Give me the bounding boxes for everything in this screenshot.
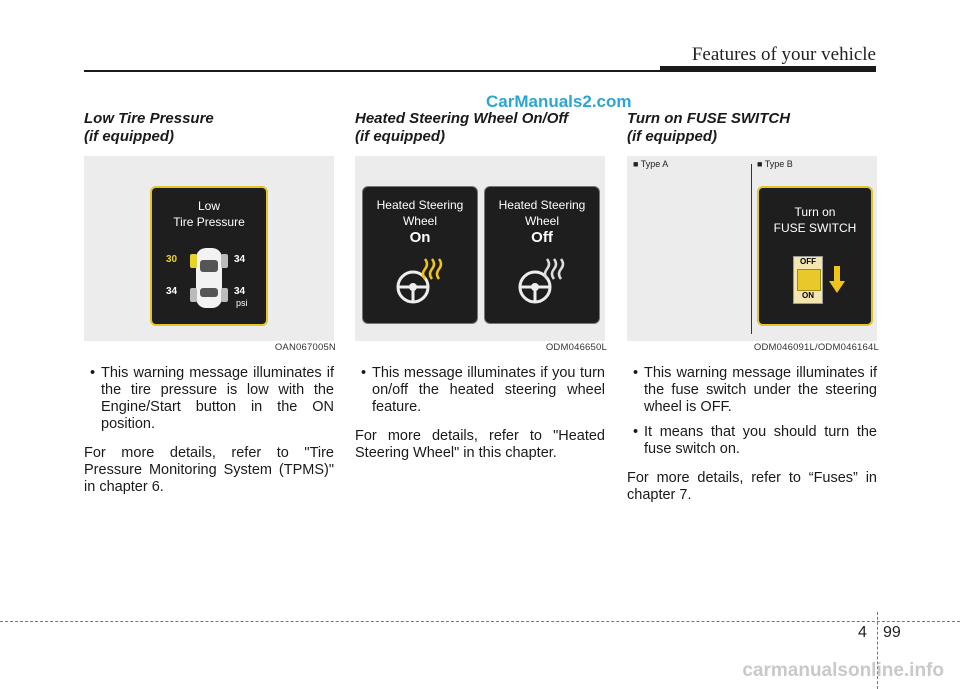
section-body bbox=[355, 365, 605, 462]
switch-off-label: OFF bbox=[800, 257, 816, 266]
screen-title-line1: Heated Steering bbox=[376, 198, 464, 212]
screen-title bbox=[485, 197, 599, 229]
fuse-message-line1: Turn on bbox=[794, 205, 836, 219]
section-title-line1: Heated Steering Wheel On/Off bbox=[355, 110, 569, 127]
footer-rule bbox=[0, 621, 960, 622]
screen-title-line2: Wheel bbox=[402, 214, 437, 228]
tpms-front-right: 34 bbox=[234, 254, 246, 265]
section-fuse-switch bbox=[627, 110, 879, 503]
section-heated-steering-wheel bbox=[355, 110, 607, 461]
fuse-screen-message bbox=[759, 204, 871, 236]
switch-toggle bbox=[797, 269, 821, 291]
section-body bbox=[84, 365, 334, 496]
section-title-line2: (if equipped) bbox=[355, 128, 445, 145]
header-title: Features of your vehicle bbox=[691, 44, 876, 65]
section-body bbox=[627, 365, 877, 504]
section-title-line2: (if equipped) bbox=[627, 128, 717, 145]
type-b-label: ■ Type B bbox=[757, 159, 793, 169]
section-title bbox=[84, 110, 336, 146]
reference-paragraph: For more details, refer to "Tire Pressure Monitoring System (TPMS)" in chapter 6. bbox=[84, 445, 334, 495]
tpms-front-left: 30 bbox=[166, 254, 178, 265]
reference-paragraph: For more details, refer to "Heated Steering Wheel" in this chapter. bbox=[355, 428, 605, 461]
tpms-rear-left: 34 bbox=[166, 286, 178, 297]
figure-code: ODM046091L/ODM046164L bbox=[753, 342, 879, 353]
tpms-screen-title bbox=[152, 198, 266, 230]
fuse-message-line2: FUSE SWITCH bbox=[773, 221, 857, 235]
fuse-switch-screen bbox=[757, 186, 873, 326]
type-a-label: ■ Type A bbox=[633, 159, 669, 169]
heated-steering-figure bbox=[355, 156, 605, 341]
bullet-item: • This message illuminates if you turn on/off the heated steering wheel feature. bbox=[355, 365, 605, 416]
header-rule-thick bbox=[660, 66, 876, 72]
heated-steering-wheel-icon bbox=[395, 255, 447, 307]
section-low-tire-pressure bbox=[84, 110, 336, 495]
tpms-rear-right: 34 bbox=[234, 286, 246, 297]
figure-code: OAN067005N bbox=[274, 342, 336, 353]
section-title-line1: Turn on FUSE SWITCH bbox=[627, 110, 791, 127]
car-top-view-icon bbox=[190, 246, 228, 310]
watermark-top: CarManuals2.com bbox=[486, 92, 632, 111]
switch-on-label: ON bbox=[802, 291, 814, 300]
steering-wheel-off-icon bbox=[517, 255, 569, 307]
section-title-line2: (if equipped) bbox=[84, 128, 174, 145]
reference-paragraph: For more details, refer to “Fuses” in chapter 7. bbox=[627, 470, 877, 503]
watermark-bottom: carmanualsonline.info bbox=[742, 660, 944, 681]
section-title-line1: Low Tire Pressure bbox=[84, 110, 214, 127]
screen-state-off: Off bbox=[531, 229, 553, 246]
fuse-switch-figure bbox=[627, 156, 877, 341]
tpms-title-line2: Tire Pressure bbox=[173, 215, 245, 229]
tpms-screen bbox=[150, 186, 268, 326]
fuse-switch-graphic bbox=[793, 256, 823, 304]
screen-title-line2: Wheel bbox=[524, 214, 559, 228]
arrow-down-icon bbox=[829, 266, 845, 294]
heated-steering-off-screen bbox=[484, 186, 600, 324]
tpms-title-line1: Low bbox=[197, 199, 220, 213]
page-number: 99 bbox=[883, 624, 901, 641]
tpms-figure bbox=[84, 156, 334, 341]
bullet-item: • It means that you should turn the fuse switch on. bbox=[627, 424, 877, 458]
bullet-item: • This warning message illuminates if the fuse switch under the steering wheel is OFF. bbox=[627, 365, 877, 416]
screen-title bbox=[363, 197, 477, 229]
screen-title-line1: Heated Steering bbox=[498, 198, 586, 212]
screen-state-on: On bbox=[409, 229, 431, 246]
section-title bbox=[355, 110, 607, 146]
tpms-unit: psi bbox=[236, 298, 248, 308]
heated-steering-on-screen bbox=[362, 186, 478, 324]
section-title bbox=[627, 110, 879, 146]
figure-code: ODM046650L bbox=[545, 342, 607, 353]
type-divider bbox=[751, 164, 752, 334]
chapter-number: 4 bbox=[858, 624, 867, 641]
bullet-item: • This warning message illuminates if the tire pressure is low with the Engine/Start button in the ON position. bbox=[84, 365, 334, 433]
